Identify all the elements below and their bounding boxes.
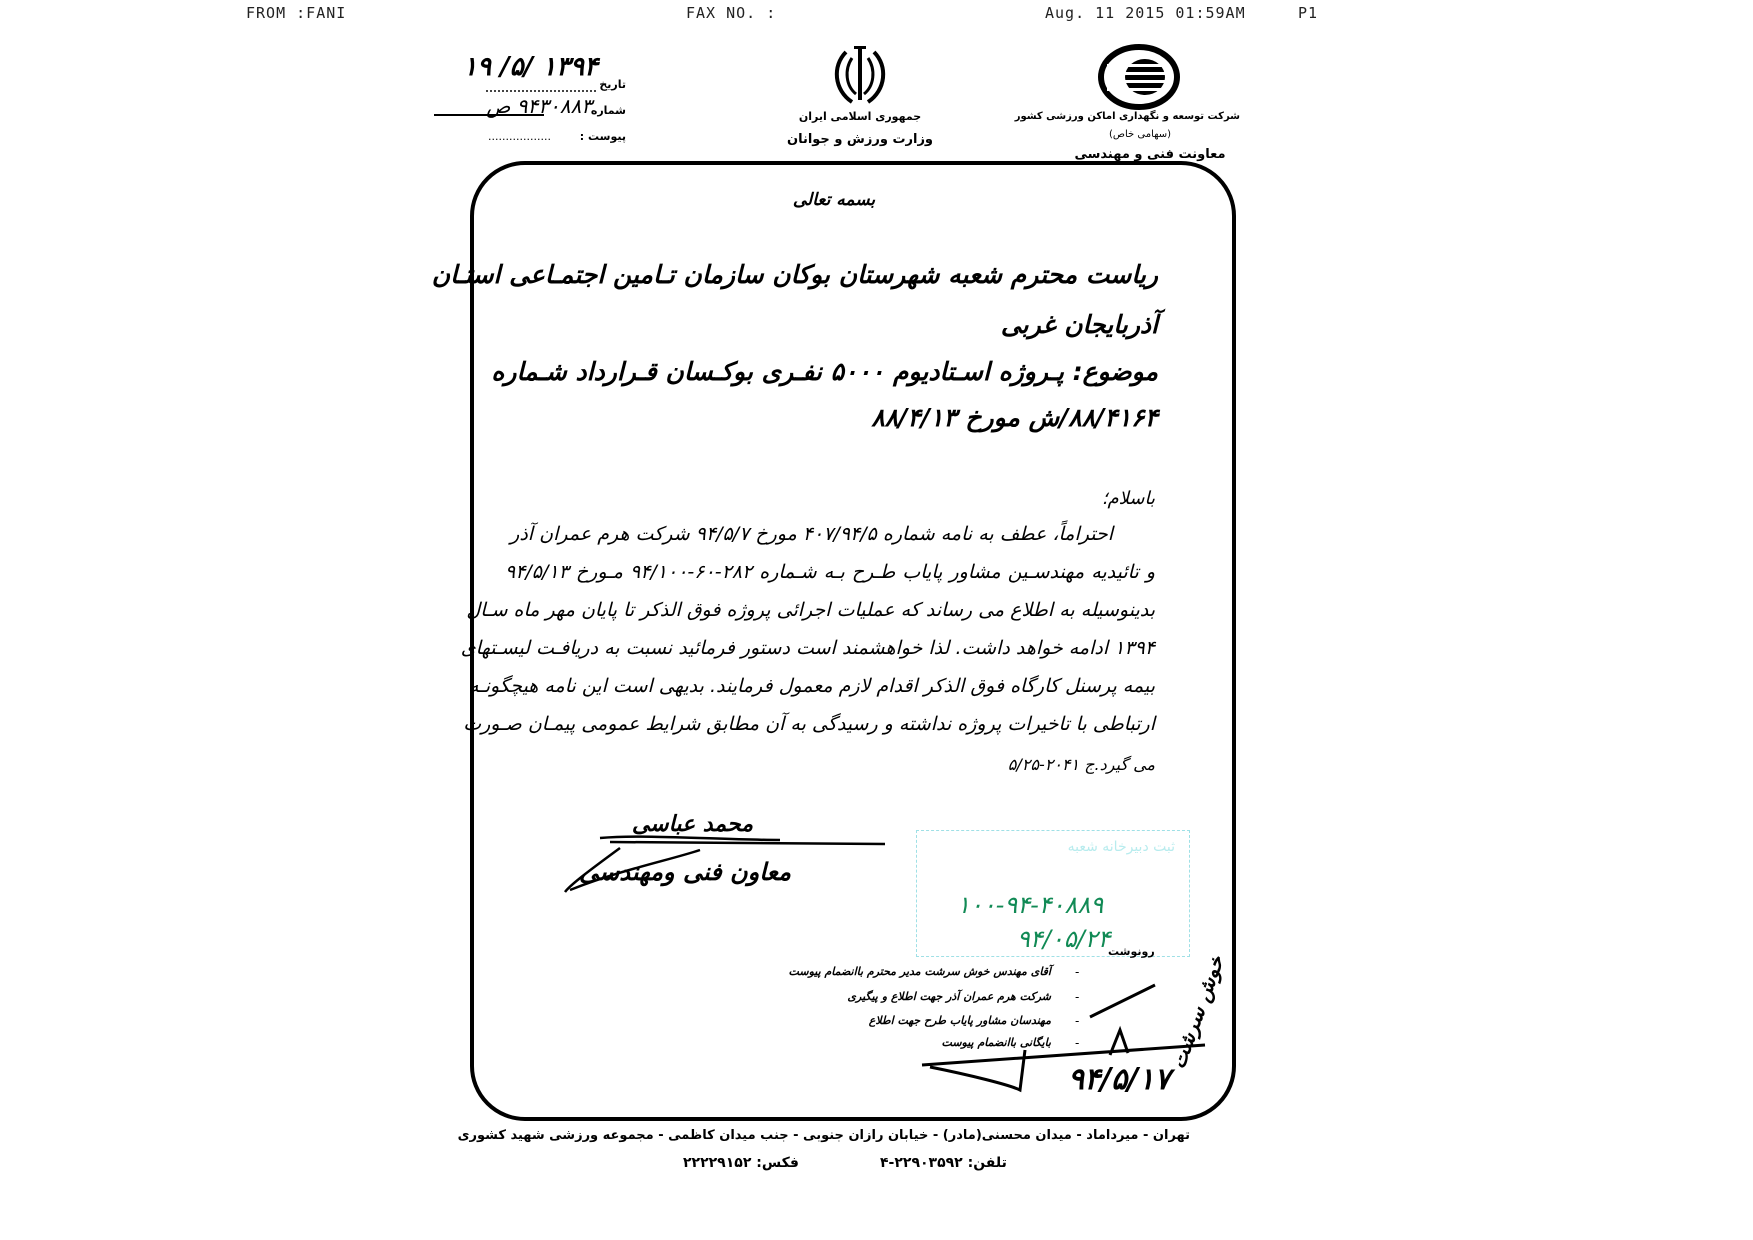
- attachment-value: ..................: [488, 130, 551, 143]
- iran-emblem-icon: [828, 44, 892, 108]
- company-type: (سهامی خاص): [1108, 129, 1172, 140]
- cc-item: مهندسان مشاور پایاب طرح جهت اطلاع: [868, 1014, 1051, 1027]
- ministry-line2: وزارت ورزش و جوانان: [786, 132, 934, 147]
- fax-value: ۲۲۲۲۹۱۵۲: [683, 1155, 752, 1171]
- cc-bullet: -: [1075, 965, 1080, 979]
- fax-number-label: FAX NO. :: [686, 4, 777, 22]
- recipient-line1: ریاست محترم شعبه شهرستان بوکان سازمان تـامین اجتمـاعی استـان: [431, 260, 1158, 289]
- date-underline: [486, 90, 596, 92]
- handwritten-date: ۹۴/۵/۱۷: [1068, 1062, 1171, 1097]
- cc-item: آقای مهندس خوش سرشت مدیر محترم باانضمام پیوست: [788, 965, 1051, 978]
- fax-from: FROM :FANI: [246, 4, 347, 22]
- cc-bullet: -: [1075, 990, 1080, 1004]
- handwritten-note: خوش سرشت: [1165, 952, 1229, 1072]
- signer-name: محمد عباسی: [631, 812, 753, 837]
- fax-timestamp: Aug. 11 2015 01:59AM: [1045, 4, 1246, 22]
- date-label: تاریخ: [599, 78, 626, 91]
- footer-phone: [880, 1155, 1007, 1171]
- number-scribble-line: [434, 114, 544, 116]
- cc-bullet: -: [1075, 1014, 1080, 1028]
- body-line: بیمه پرسنل کارگاه فوق الذکر اقدام لازم معمول فرمایند. بدیهی است این نامه هیچگونـه: [468, 675, 1155, 697]
- invocation: بسمه تعالی: [792, 190, 876, 210]
- reference-block: [436, 50, 626, 150]
- ministry-line1: جمهوری اسلامی ایران: [798, 110, 922, 123]
- body-line: و تائیدیه مهندسـین مشاور پایاب طـرح بـه شـماره ۲۸۲-۶۰-۹۴/۱۰۰ مـورخ ۹۴/۵/۱۳: [505, 561, 1155, 583]
- stamp-handwritten-number: ۱۰۰-۹۴-۴۰۸۸۹: [957, 891, 1104, 919]
- fax-page: P1: [1298, 4, 1319, 22]
- stamp-faded-text: ثبت دبیرخانه شعبه: [1067, 839, 1175, 855]
- body-line: ۱۳۹۴ ادامه خواهد داشت. لذا خواهشمند است دستور فرمائید نسبت به دریافـت لیسـتهای: [460, 637, 1155, 659]
- phone-label: تلفن:: [967, 1155, 1007, 1171]
- signer-title: معاون فنی ومهندسی: [579, 858, 791, 886]
- phone-value: ۲۲۹۰۳۵۹۲-۴: [880, 1155, 963, 1171]
- department-name: معاونت فنی و مهندسی: [1074, 147, 1226, 162]
- recipient-line2: آذربایجان غربی: [1000, 310, 1158, 339]
- cc-label: رونوشت: [1108, 945, 1155, 958]
- body-line: احتراماً، عطف به نامه شماره ۴۰۷/۹۴/۵ مورخ ۹۴/۵/۷ شرکت هرم عمران آذر: [510, 523, 1113, 545]
- company-logo-icon: [1097, 44, 1181, 110]
- footer-fax: [683, 1155, 799, 1171]
- closing-line: می گیرد.ج ۲۰۴۱-۵/۲۵: [1007, 755, 1155, 774]
- number-value: ۹۴۳۰۸۸۳ ص: [486, 94, 592, 118]
- greeting: باسلام؛: [1101, 488, 1155, 509]
- company-name: شرکت توسعه و نگهداری اماکن ورزشی کشور: [1014, 111, 1240, 122]
- stamp-handwritten-date: ۹۴/۰۵/۲۴: [1017, 925, 1111, 953]
- body-line: بدینوسیله به اطلاع می رساند که عملیات اجرائی پروژه فوق الذکر تا پایان مهر ماه سـال: [466, 599, 1155, 621]
- body-line: ارتباطی با تاخیرات پروژه نداشته و رسیدگی به آن مطابق شرایط عمومی پیمـان صـورت: [463, 713, 1155, 735]
- subject-line1: موضوع: پـروژه اسـتادیوم ۵۰۰۰ نفـری بوکـسان قـرارداد شـماره: [491, 357, 1158, 386]
- footer-address: تهران - میرداماد - میدان محسنی(مادر) - خیابان رازان جنوبی - جنب میدان کاظمی - مجموعه ورزشی شهید کشوری: [457, 1128, 1190, 1143]
- subject-line2: ۸۸/۴۱۶۴/ش مورخ ۸۸/۴/۱۳: [871, 403, 1158, 432]
- attachment-label: پیوست :: [579, 130, 626, 143]
- cc-item: شرکت هرم عمران آذر جهت اطلاع و پیگیری: [847, 990, 1051, 1003]
- number-label: شماره: [590, 104, 626, 117]
- cc-item: بایگانی باانضمام پیوست: [941, 1036, 1051, 1049]
- fax-label: فکس:: [756, 1155, 799, 1171]
- date-value: ۱۳۹۴ /۵/ ۱۹: [463, 52, 598, 82]
- registration-stamp: [916, 830, 1190, 957]
- cc-bullet: -: [1075, 1036, 1080, 1050]
